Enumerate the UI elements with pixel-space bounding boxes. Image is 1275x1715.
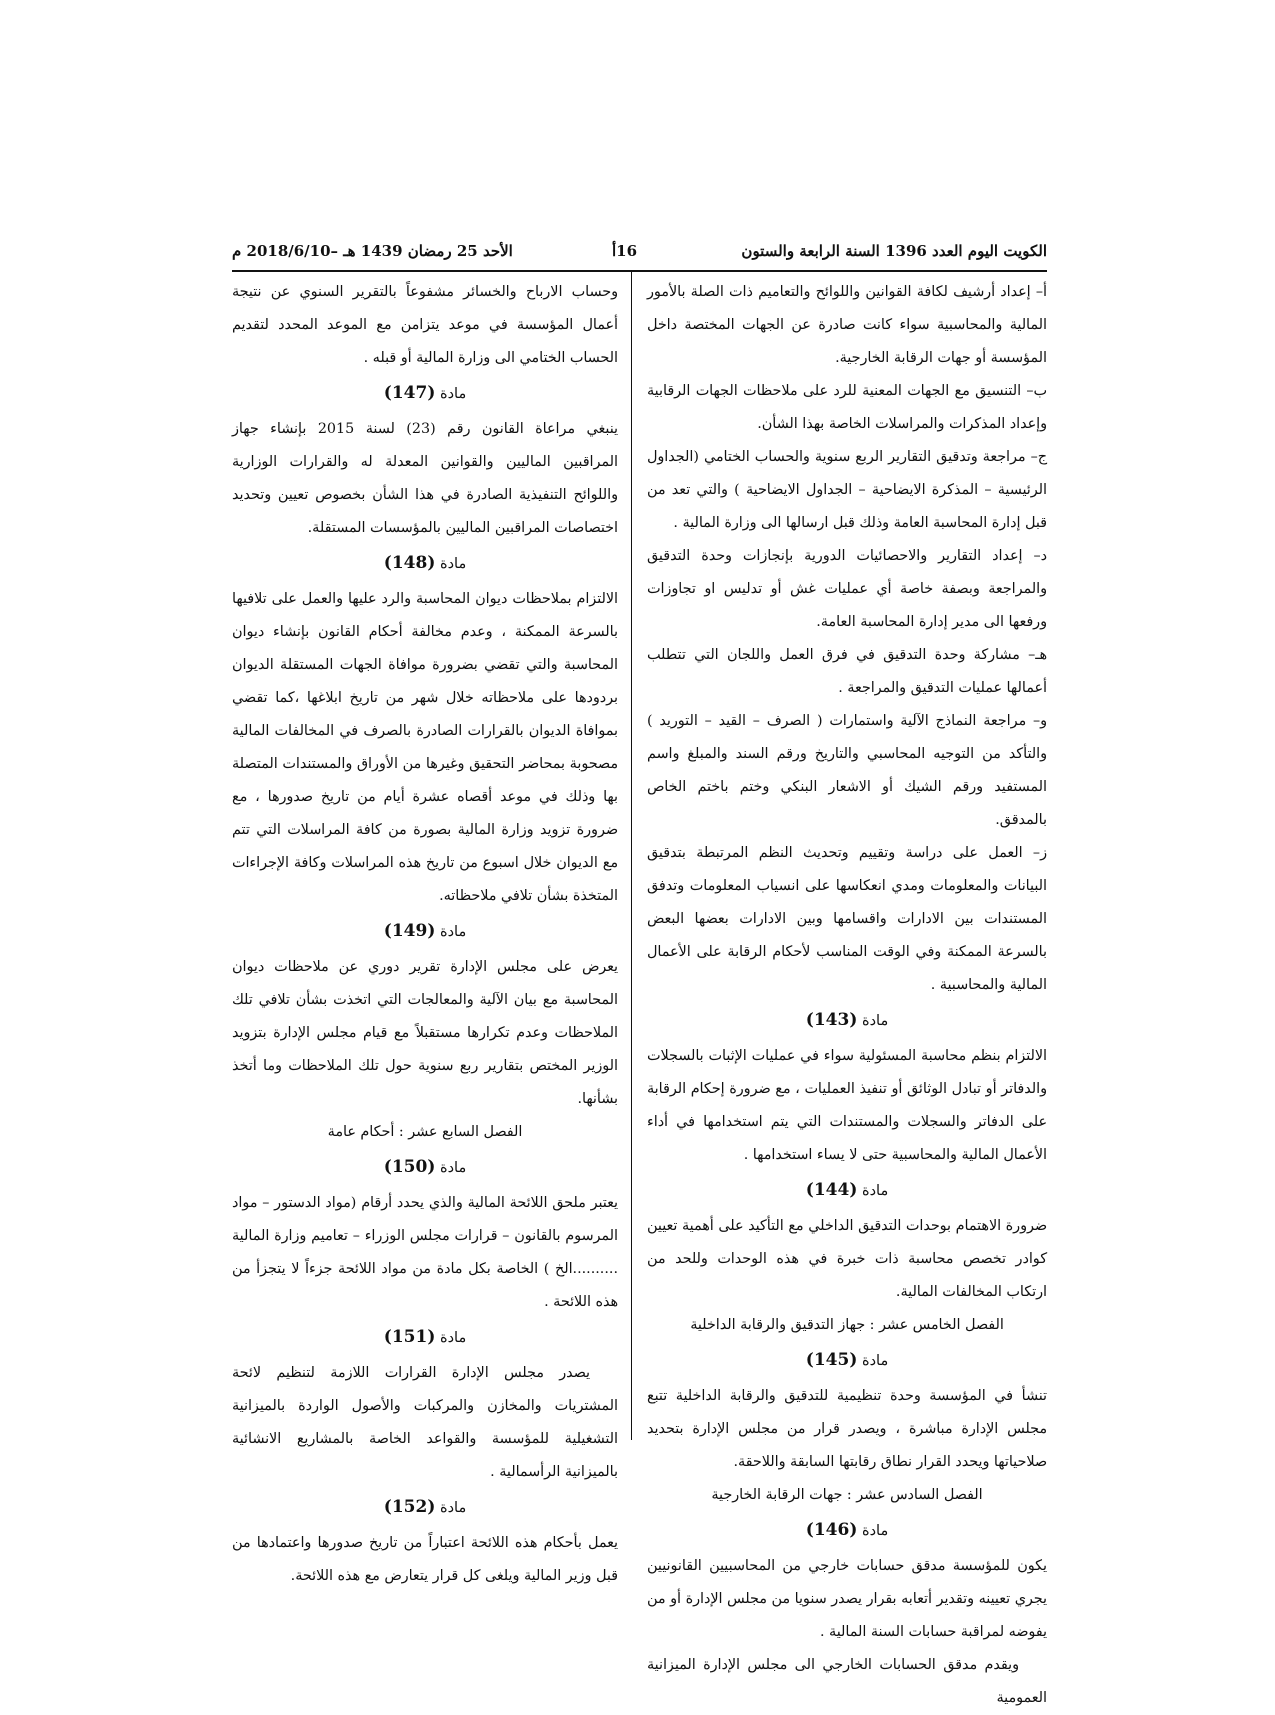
article-number: (147): [383, 383, 436, 403]
article-number: (143): [805, 1010, 858, 1030]
article-label: مادة: [439, 1330, 467, 1346]
header-rule: [232, 270, 1047, 272]
article-146-continued: ويقدم مدقق الحسابات الخارجي الى مجلس الإدارة الميزانية العمومية: [647, 1657, 1047, 1706]
article-number: (152): [383, 1497, 436, 1517]
paragraph-b: ب– التنسيق مع الجهات المعنية للرد على ملاحظات الجهات الرقابية وإعداد المذكرات والمراسلات الخاصة بهذا الشأن.: [647, 383, 1047, 432]
article-144-text: ضرورة الاهتمام بوحدات التدقيق الداخلي مع التأكيد على أهمية تعيين كوادر تخصص محاسبة ذات خبرة في هذه الوحدات وللحد من ارتكاب المخالفات المالية.: [647, 1218, 1047, 1300]
article-label: مادة: [439, 1500, 467, 1516]
article-label: مادة: [439, 386, 467, 402]
column-divider: [631, 272, 632, 1440]
article-152-text: يعمل بأحكام هذه اللائحة اعتباراً من تاريخ صدورها واعتمادها من قبل وزير المالية ويلغى كل قرار يتعارض مع هذه اللائحة.: [232, 1535, 618, 1584]
header-publication: الكويت اليوم العدد 1396 السنة الرابعة والستون: [741, 242, 1047, 260]
chapter-heading-16: الفصل السادس عشر : جهات الرقابة الخارجية: [711, 1487, 983, 1503]
page-header: [232, 240, 1047, 266]
paragraph-c: ج– مراجعة وتدقيق التقارير الربع سنوية والحساب الختامي (الجداول الرئيسية – المذكرة الايضاحية – الجداول الايضاحية ) والتي تعد من قبل إدارة المحاسبة العامة وذلك قبل ارسالها الى وزارة المالية .: [647, 449, 1047, 531]
article-number: (144): [805, 1180, 858, 1200]
article-label: مادة: [439, 924, 467, 940]
article-148-text: الالتزام بملاحظات ديوان المحاسبة والرد عليها والعمل على تلافيها بالسرعة الممكنة ، وعدم مخالفة أحكام القانون بإنشاء ديوان المحاسبة والتي تقضي بضرورة موافاة الجهات المستقلة الديوان بردودها على ملاحظاته خلال شهر من تاريخ ابلاغها ،كما تقضي بموافاة الديوان بالقرارات الصادرة بالصرف في المخالفات المالية مصحوبة بمحاضر التحقيق وغيرها من الأوراق والمستندات المتصلة بها وذلك في موعد أقصاه عشرة أيام من تاريخ صدورها ، مع ضرورة تزويد وزارة المالية بصورة من كافة المراسلات التي تتم مع الديوان خلال اسبوع من تاريخ هذه المراسلات وكافة الإجراءات المتخذة بشأن تلافي ملاحظاته.: [232, 591, 618, 904]
article-heading-147: [232, 377, 618, 411]
article-label: مادة: [861, 1353, 889, 1369]
article-143-text: الالتزام بنظم محاسبة المسئولية سواء في عمليات الإثبات بالسجلات والدفاتر أو تبادل الوثائق أو تنفيذ العمليات ، مع ضرورة إحكام الرقابة على الدفاتر والسجلات والمستندات التي يتم استخدامها في أداء الأعمال المالية والمحاسبية حتى لا يساء استخدامها .: [647, 1048, 1047, 1163]
continued-paragraph: وحساب الارباح والخسائر مشفوعاً بالتقرير السنوي عن نتيجة أعمال المؤسسة في موعد يتزامن مع الموعد المحدد لتقديم الحساب الختامي الى وزارة المالية أو قبله .: [232, 284, 618, 366]
article-label: مادة: [861, 1013, 889, 1029]
article-heading-144: [647, 1174, 1047, 1208]
article-heading-150: [232, 1151, 618, 1185]
article-label: مادة: [861, 1183, 889, 1199]
article-number: (149): [383, 921, 436, 941]
article-heading-148: [232, 547, 618, 581]
article-heading-151: [232, 1321, 618, 1355]
right-column: [647, 276, 1047, 1715]
article-number: (150): [383, 1157, 436, 1177]
article-label: مادة: [439, 1160, 467, 1176]
paragraph-z: ز– العمل على دراسة وتقييم وتحديث النظم المرتبطة بتدقيق البيانات والمعلومات ومدي انعكاسها على انسياب المعلومات وتدفق المستندات بين الادارات واقسامها وبين الادارات بعضها البعض بالسرعة الممكنة وفي الوقت المناسب لأحكام الرقابة على الأعمال المالية والمحاسبية .: [647, 845, 1047, 993]
article-heading-143: [647, 1004, 1047, 1038]
article-heading-145: [647, 1344, 1047, 1378]
article-heading-152: [232, 1491, 618, 1525]
chapter-heading-17: الفصل السابع عشر : أحكام عامة: [327, 1124, 523, 1140]
header-page-number: 16أ: [612, 242, 638, 260]
article-145-text: تنشأ في المؤسسة وحدة تنظيمية للتدقيق والرقابة الداخلية تتبع مجلس الإدارة مباشرة ، ويصدر قرار من مجلس الإدارة بتحديد صلاحياتها ويحدد القرار نطاق رقابتها السابقة واللاحقة.: [647, 1388, 1047, 1470]
article-heading-149: [232, 915, 618, 949]
article-number: (151): [383, 1327, 436, 1347]
header-date: الأحد 25 رمضان 1439 هـ –2018/6/10 م: [232, 242, 513, 260]
article-151-text: يصدر مجلس الإدارة القرارات اللازمة لتنظيم لائحة المشتريات والمخازن والمركبات والأصول الواردة بالميزانية التشغيلية للمؤسسة والقواعد الخاصة بالمشاريع الانشائية بالميزانية الرأسمالية .: [232, 1365, 618, 1480]
paragraph-a: أ– إعداد أرشيف لكافة القوانين واللوائح والتعاميم ذات الصلة بالأمور المالية والمحاسبية سواء كانت صادرة عن الجهات المختصة داخل المؤسسة أو جهات الرقابة الخارجية.: [647, 284, 1047, 366]
paragraph-d: د– إعداد التقارير والاحصائيات الدورية بإنجازات وحدة التدقيق والمراجعة وبصفة خاصة أي عمليات غش أو تدليس او تجاوزات ورفعها الى مدير إدارة المحاسبة العامة.: [647, 548, 1047, 630]
article-label: مادة: [439, 556, 467, 572]
article-heading-146: [647, 1514, 1047, 1548]
left-column: [232, 276, 618, 1593]
article-149-text: يعرض على مجلس الإدارة تقرير دوري عن ملاحظات ديوان المحاسبة مع بيان الآلية والمعالجات التي اتخذت بشأن تلافي تلك الملاحظات وعدم تكرارها مستقبلاً مع قيام مجلس الإدارة بتزويد الوزير المختص بتقارير ربع سنوية حول تلك الملاحظات وما أتخذ بشأنها.: [232, 959, 618, 1107]
article-150-text: يعتبر ملحق اللائحة المالية والذي يحدد أرقام (مواد الدستور – مواد المرسوم بالقانون – قرارات مجلس الوزراء – تعاميم وزارة المالية ..........الخ ) الخاصة بكل مادة من مواد اللائحة جزءاً لا يتجزأ من هذه اللائحة .: [232, 1195, 618, 1310]
article-147-text: ينبغي مراعاة القانون رقم (23) لسنة 2015 بإنشاء جهاز المراقبين الماليين والقوانين المعدلة له والقرارات الوزارية واللوائح التنفيذية الصادرة في هذا الشأن بخصوص تعيين وتحديد اختصاصات المراقبين الماليين بالمؤسسات المستقلة.: [232, 421, 618, 536]
article-label: مادة: [861, 1523, 889, 1539]
article-number: (148): [383, 553, 436, 573]
article-number: (146): [805, 1520, 858, 1540]
chapter-heading-15: الفصل الخامس عشر : جهاز التدقيق والرقابة الداخلية: [690, 1317, 1004, 1333]
paragraph-w: و– مراجعة النماذج الآلية واستمارات ( الصرف – القيد – التوريد ) والتأكد من التوجيه المحاسبي والتاريخ ورقم السند والمبلغ واسم المستفيد ورقم الشيك أو الاشعار البنكي وختم باختم الخاص بالمدقق.: [647, 713, 1047, 828]
article-number: (145): [805, 1350, 858, 1370]
paragraph-h: هـ– مشاركة وحدة التدقيق في فرق العمل واللجان التي تتطلب أعمالها عمليات التدقيق والمراجعة .: [647, 647, 1047, 696]
article-146-text: يكون للمؤسسة مدقق حسابات خارجي من المحاسبيين القانونيين يجري تعيينه وتقدير أتعابه بقرار يصدر سنويا من مجلس الإدارة أو من يفوضه لمراقبة حسابات السنة المالية .: [647, 1558, 1047, 1640]
